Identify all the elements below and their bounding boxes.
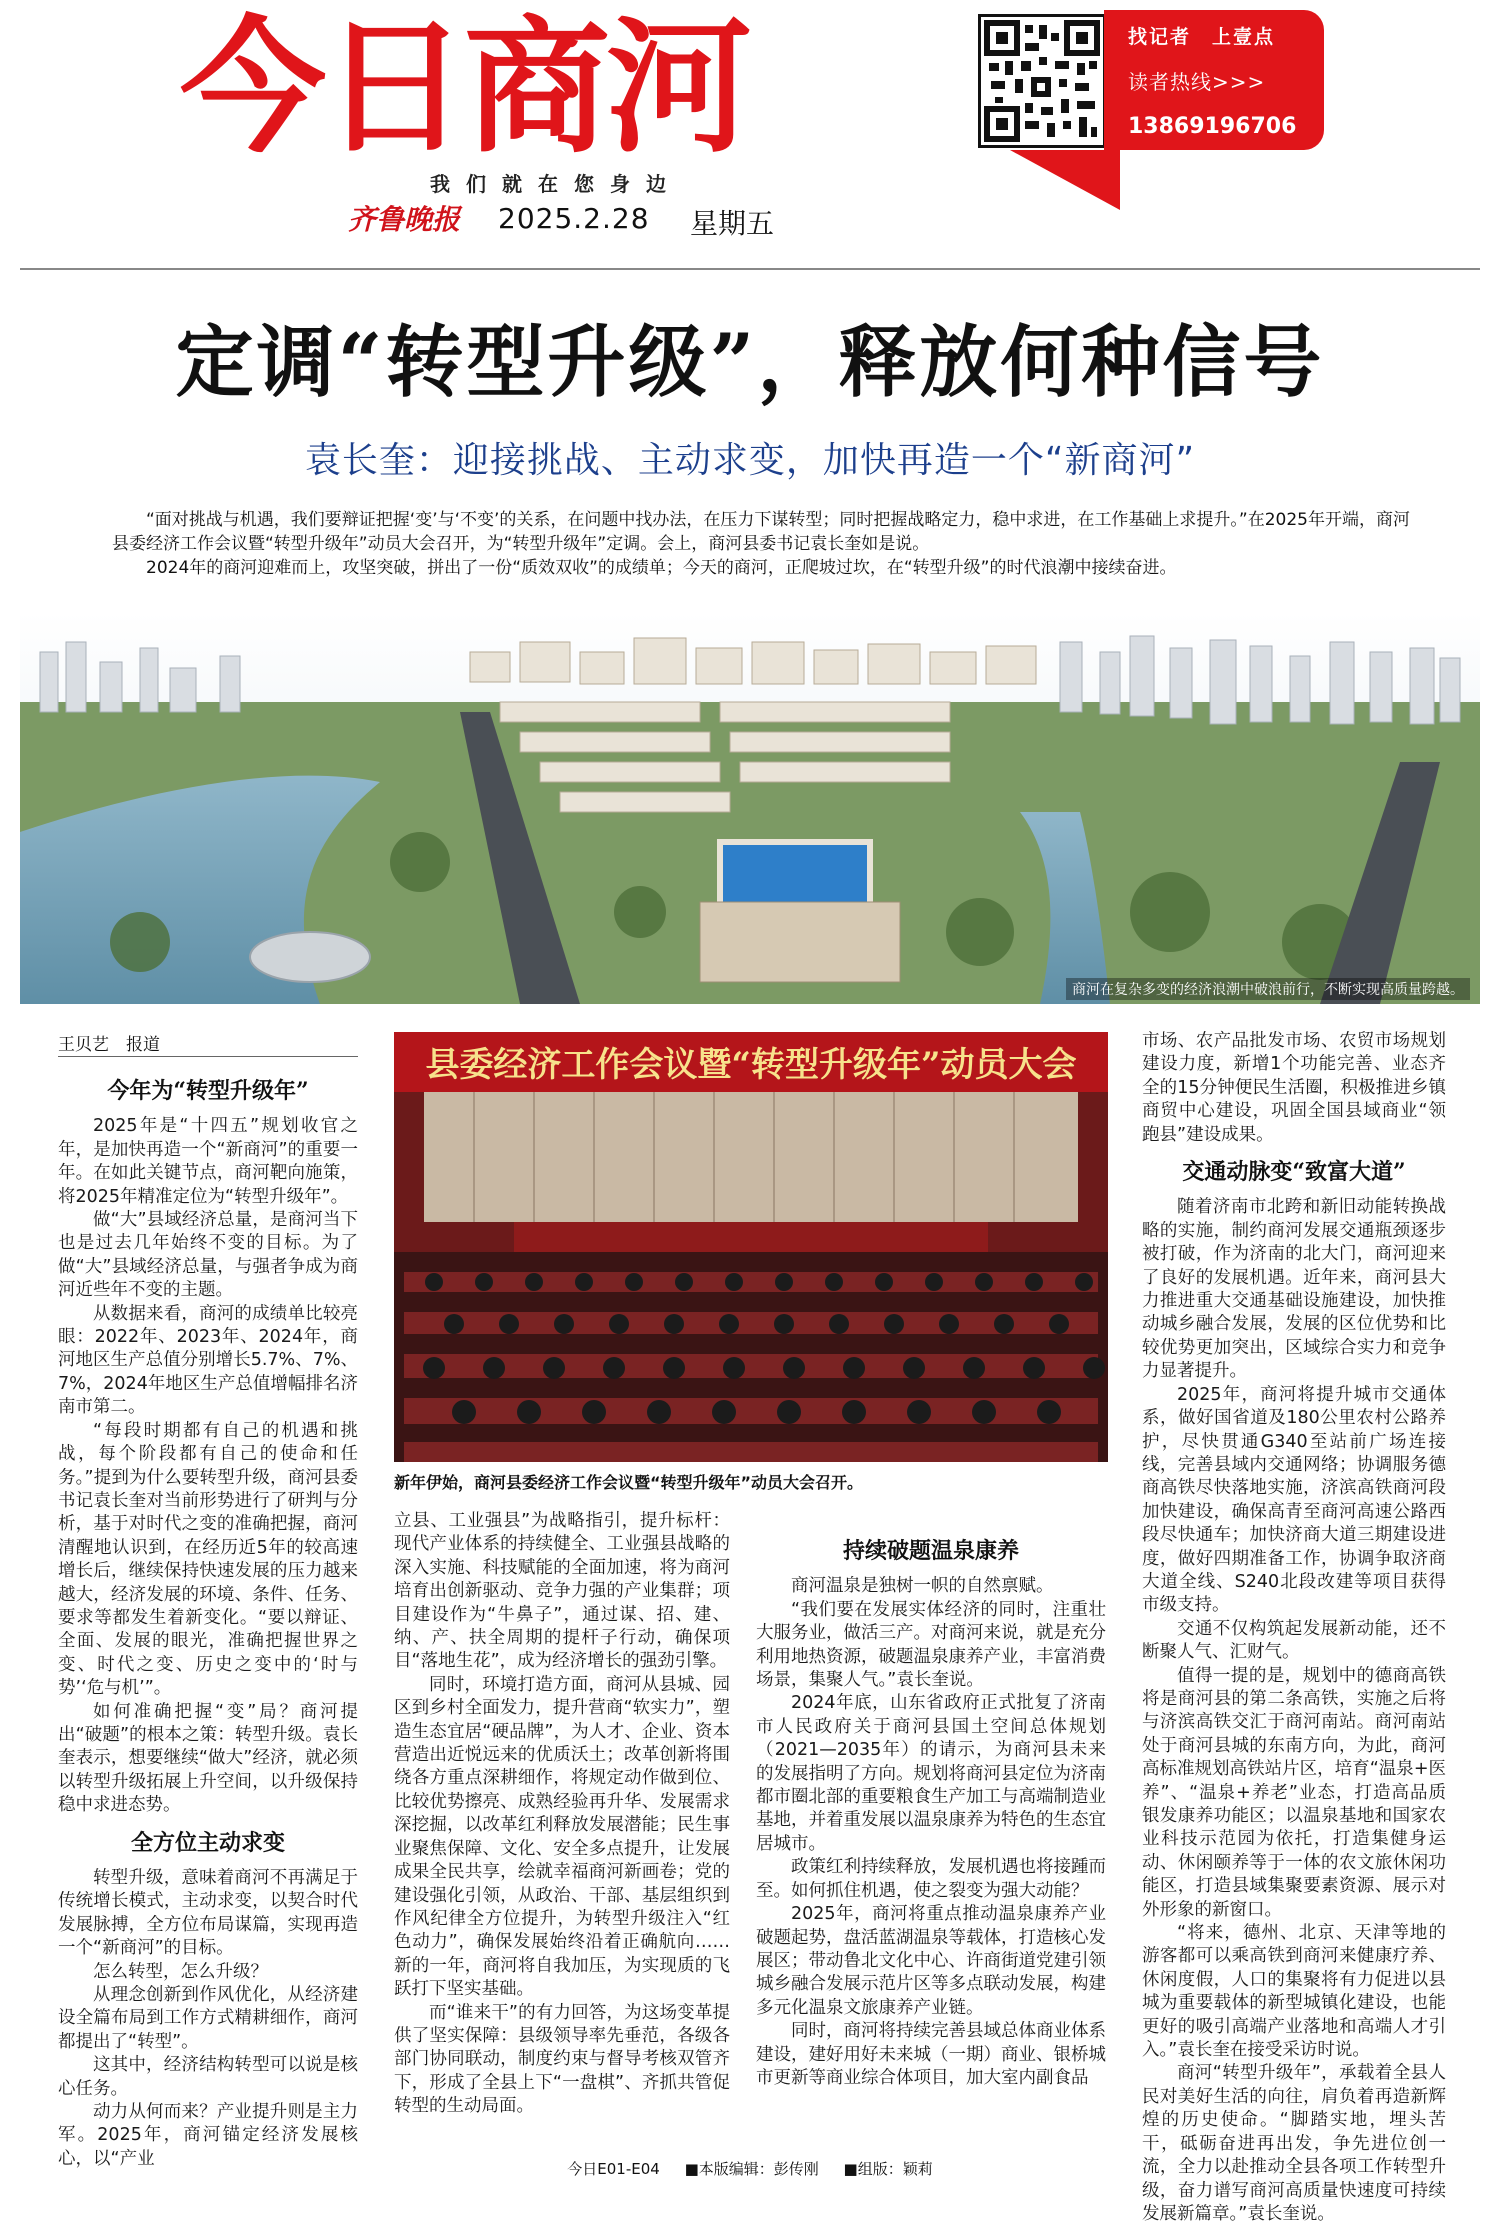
col1-para-5: 如何准确把握“变”局？商河提出“破题”的根本之策：转型升级。袁长奎表示，想要继续“做大”经济，就必须以转型升级拓展上升空间，以升级保持稳中求进态势。 — [58, 1701, 358, 1816]
col3-para-1: 商河温泉是独树一帜的自然禀赋。 — [791, 1576, 1054, 1597]
col2-para-2: 同时，环境打造方面，商河从县城、园区到乡村全面发力，提升营商“软实力”，塑造生态宜居“硬品牌”，为人才、企业、资本营造出近悦远来的优质沃土；改革创新将围绕各方重点深耕细作，将规定动作做到位、比较优势擦亮、成熟经验再升华、发展需求深挖掘，以改革红利释放发展潜能；民生事业聚焦保障、文化、安全多点提升，让发展成果全民共享，绘就幸福商河新画卷；党的建设强化引领，从政治、干部、基层组织到作风纪律全方位提升，为转型升级注入“红色动力”，确保发展始终沿着正确航向……新的一年，商河将自我加压，为实现质的飞跃打下坚实基础。 — [394, 1674, 730, 2000]
issue-date: 2025.2.28 — [498, 202, 650, 235]
meeting-banner: 县委经济工作会议暨“转型升级年”动员大会 — [425, 1045, 1077, 1085]
section-heading-2: 全方位主动求变 — [130, 1829, 285, 1856]
col1-para-7: 怎么转型，怎么升级？ — [93, 1961, 268, 1982]
section-heading-4: 交通动脉变“致富大道” — [1182, 1159, 1406, 1186]
col3-para-3: 2024年底，山东省政府正式批复了济南市人民政府关于商河县国土空间总体规划（2021—2035年）的请示，为商河县未来的发展指明了方向。规划将商河县定位为济南都市圈北部的重要粮食生产加工与高端制造业基地，并着重发展以温泉康养为特色的生态宜居城市。 — [756, 1693, 1106, 1854]
col3-para-5: 2025年，商河将重点推动温泉康养产业破题起势，盘活蓝湖温泉等载体，打造核心发展区；带动鲁北文化中心、许商街道党建引领城乡融合发展示范片区等多点联动发展，构建多元化温泉文旅康养产业链。 — [756, 1904, 1106, 2018]
aerial-city-photo — [20, 612, 1480, 1004]
col4-para-0: 市场、农产品批发市场、农贸市场规划建设力度，新增1个功能完善、业态齐全的15分钟便民生活圈，积极推进乡镇商贸中心建设，巩固全国县域商业“领跑县”建设成果。 — [1142, 1031, 1446, 1145]
col3-para-6: 同时，商河将持续完善县域总体商业体系建设，建好用好未来城（一期）商业、银桥城市更新等商业综合体项目，加大室内副食品 — [756, 2021, 1106, 2088]
col3-para-2: “我们要在发展实体经济的同时，注重壮大服务业，做活三产。对商河来说，就是充分利用地热资源，破题温泉康养产业，丰富消费场景，集聚人气。”袁长奎说。 — [756, 1599, 1106, 1691]
masthead-title: 今日商河 — [180, 3, 748, 173]
col4-para-5: “将来，德州、北京、天津等地的游客都可以乘高铁到商河来健康疗养、休闲度假，人口的集聚将有力促进以县城为重要载体的新型城镇化建设，也能更好的吸引高端产业落地和高端人才引入。”袁长奎在接受采访时说。 — [1142, 1923, 1446, 2061]
qr-code-icon[interactable] — [978, 14, 1106, 148]
article-column-2 — [394, 1510, 730, 2119]
col2-para-1: 立县、工业强县”为战略指引，提升标杆：现代产业体系的持续健全、工业强县战略的深入实施、科技赋能的全面加速，将为商河培育出创新驱动、竞争力强的产业集群；项目建设作为“牛鼻子”，通过谋、招、建、纳、产、扶全周期的提杆子行动，确保项目“落地生花”，成为经济增长的强劲引擎。 — [394, 1511, 730, 1672]
col1-para-10: 动力从何而来？产业提升则是主力军。2025年，商河锚定经济发展核心，以“产业 — [58, 2102, 358, 2169]
footer-pages: 今日E01-E04 — [567, 2160, 660, 2178]
issue-weekday: 星期五 — [690, 207, 775, 240]
byline-divider — [58, 1056, 358, 1057]
hotline-slogan: 找记者 上壹点 — [1128, 26, 1276, 48]
main-headline: 定调“转型升级”，释放何种信号 — [175, 317, 1325, 408]
col4-para-6: 商河“转型升级年”，承载着全县人民对美好生活的向往，肩负着再造新辉煌的历史使命。“脚踏实地，埋头苦干，砥砺奋进再出发，争先进位创一流，全力以赴推动全县各项工作转型升级，奋力谱写商河高质量快速度可持续发展新篇章。”袁长奎说。 — [1142, 2063, 1446, 2224]
reader-hotline-panel — [1104, 10, 1324, 150]
article-column-3 — [756, 1526, 1106, 2090]
byline: 王贝艺 报道 — [58, 1035, 160, 1055]
col3-para-4: 政策红利持续释放，发展机遇也将接踵而至。如何抓住机遇，使之裂变为强大动能？ — [756, 1857, 1106, 1901]
masthead — [0, 0, 1500, 270]
col1-para-1: 2025年是“十四五”规划收官之年，是加快再造一个“新商河”的重要一年。在如此关键节点，商河靶向施策，将2025年精准定位为“转型升级年”。 — [58, 1116, 358, 1207]
lead-text-2: 2024年的商河迎难而上，攻坚突破，拼出了一份“质效双收”的成绩单；今天的商河，正爬坡过坎，在“转型升级”的时代浪潮中接续奋进。 — [146, 558, 1177, 578]
sub-headline: 袁长奎：迎接挑战、主动求变，加快再造一个“新商河” — [304, 440, 1196, 481]
lead-text-1: “面对挑战与机遇，我们要辩证把握‘变’与‘不变’的关系，在问题中找办法，在压力下谋转型；同时把握战略定力，稳中求进，在工作基础上求提升。”在2025年开端，商河县委经济工作会议暨“转型升级年”动员大会召开，为“转型升级年”定调。会上，商河县委书记袁长奎如是说。 — [112, 510, 1410, 554]
article-column-4 — [1142, 1030, 1446, 2226]
article-column-1 — [58, 1066, 358, 2171]
col4-para-3: 交通不仅构筑起发展新动能，还不断聚人气、汇财气。 — [1142, 1618, 1446, 1663]
col1-para-2: 做“大”县域经济总量，是商河当下也是过去几年始终不变的目标。为了做“大”县域经济总量，与强者争成为商河近些年不变的主题。 — [58, 1210, 358, 1301]
col2-para-3: 而“谁来干”的有力回答，为这场变革提供了坚实保障：县级领导率先垂范，各级各部门协同联动，制度约束与督导考核双管齐下，形成了全县上下“一盘棋”、齐抓共管促转型的生动局面。 — [394, 2002, 730, 2117]
meeting-hall-photo — [394, 1032, 1108, 1462]
page-footer — [0, 2158, 1500, 2179]
col1-para-8: 从理念创新到作风优化，从经济建设全篇布局到工作方式精耕细作，商河都提出了“转型”。 — [58, 1985, 358, 2052]
footer-editor: ■本版编辑：彭传刚 — [684, 2160, 819, 2178]
col1-para-6: 转型升级，意味着商河不再满足于传统增长模式，主动求变，以契合时代发展脉搏，全方位布局谋篇，实现再造一个“新商河”的目标。 — [58, 1868, 358, 1959]
col1-para-9: 这其中，经济结构转型可以说是核心任务。 — [58, 2055, 358, 2099]
hotline-number[interactable]: 13869196706 — [1128, 114, 1297, 139]
section-heading-1: 今年为“转型升级年” — [107, 1078, 309, 1104]
col4-para-4: 值得一提的是，规划中的德商高铁将是商河县的第二条高铁，实施之后将与济滨高铁交汇于商河南站。商河南站处于商河县城的东南方向，为此，商河高标准规划高铁站片区，培育“温泉+医养”、“温泉+养老”业态，打造高品质银发康养功能区；以温泉基地和国家农业科技示范园为依托，打造集健身运动、休闲颐养等于一体的农文旅休闲功能区，打造县域集聚要素资源、展示对外形象的新窗口。 — [1142, 1665, 1446, 1920]
hotline-bubble-tail — [1010, 150, 1120, 210]
lead-paragraph — [112, 508, 1412, 580]
col1-para-4: “每段时期都有自己的机遇和挑战，每个阶段都有自己的使命和任务。”提到为什么要转型升级，商河县委书记袁长奎对当前形势进行了研判与分析，基于对时代之变的准确把握，商河清醒地认识到，在经历近5年的较高速增长后，继续保持快速发展的压力越来越大，经济发展的环境、条件、任务、要求等都发生着新变化。“要以辩证、全面、发展的眼光，准确把握世界之变、时代之变、历史之变中的‘时与势’‘危与机’”。 — [58, 1420, 358, 1699]
masthead-divider — [20, 268, 1480, 270]
qilu-evening-news-logo: 齐鲁晚报 — [348, 203, 461, 236]
footer-layout: ■组版：颖莉 — [843, 2160, 933, 2178]
masthead-slogan: 我们就在您身边 — [430, 172, 682, 196]
meeting-photo-caption: 新年伊始，商河县委经济工作会议暨“转型升级年”动员大会召开。 — [394, 1473, 864, 1492]
section-heading-3: 持续破题温泉康养 — [842, 1538, 1019, 1564]
hotline-label: 读者热线>>> — [1128, 70, 1266, 94]
col4-para-2: 2025年，商河将提升城市交通体系，做好国省道及180公里农村公路养护，尽快贯通G340至站前广场连接线，完善县域内交通网络；协调服务德商高铁尽快落地实施，济滨高铁商河段加快建设，确保高青至商河高速公路西段尽快通车；加快济商大道三期建设进度，做好四期准备工作，协调争取济商大道全线、S240北段改建等项目获得市级支持。 — [1142, 1384, 1446, 1616]
aerial-photo-caption: 商河在复杂多变的经济浪潮中破浪前行，不断实现高质量跨越。 — [1066, 978, 1470, 1000]
col4-para-1: 随着济南市北跨和新旧动能转换战略的实施，制约商河发展交通瓶颈逐步被打破，作为济南的北大门，商河迎来了良好的发展机遇。近年来，商河县大力推进重大交通基础设施建设，加快推动城乡融合发展，发展的区位优势和比较优势更加突出，区域综合实力和竞争力显著提升。 — [1142, 1197, 1446, 1382]
col1-para-3: 从数据来看，商河的成绩单比较亮眼：2022年、2023年、2024年，商河地区生产总值分别增长5.7%、7%、7%，2024年地区生产总值增幅排名济南市第二。 — [58, 1303, 358, 1418]
